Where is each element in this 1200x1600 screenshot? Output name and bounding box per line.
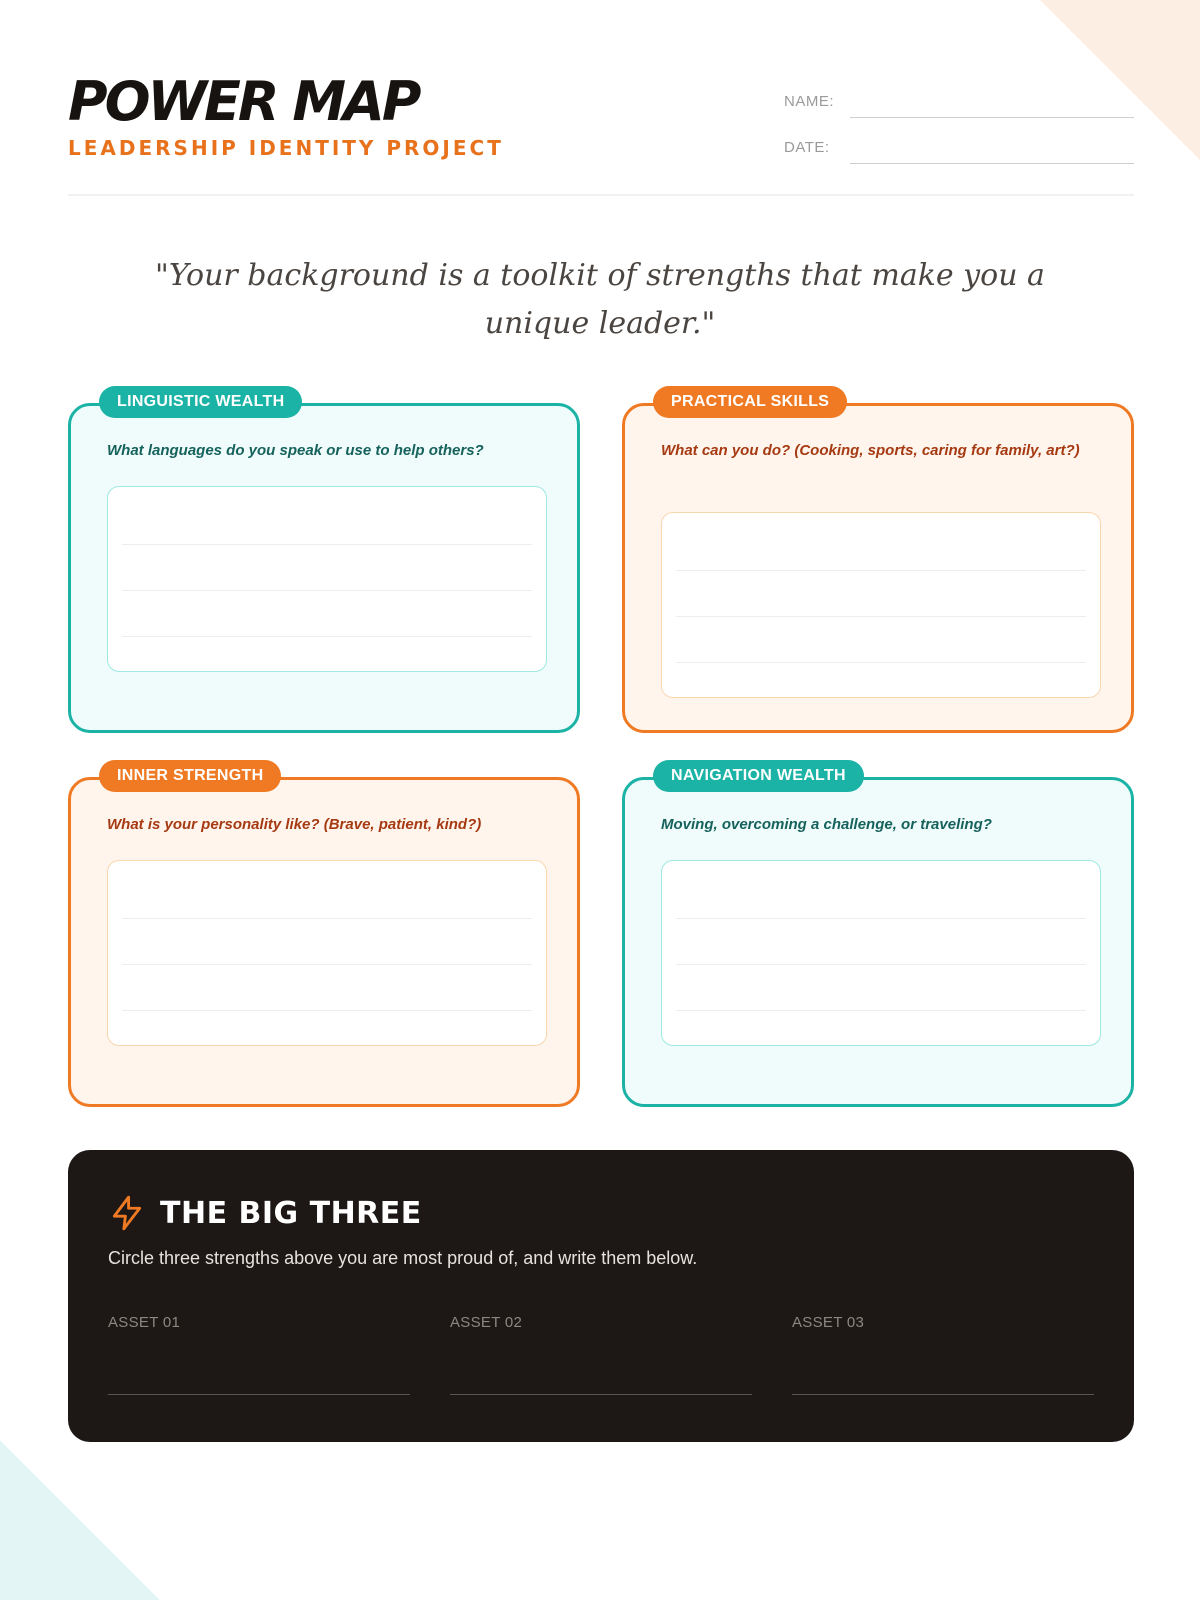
answer-box[interactable] bbox=[661, 860, 1101, 1046]
asset-label: ASSET 01 bbox=[108, 1314, 181, 1331]
writing-line bbox=[122, 965, 532, 1011]
writing-line bbox=[676, 525, 1086, 571]
writing-line bbox=[676, 617, 1086, 663]
date-label: DATE: bbox=[784, 139, 830, 156]
name-label: NAME: bbox=[784, 93, 835, 110]
asset-item bbox=[108, 1314, 410, 1395]
asset-list bbox=[108, 1314, 1094, 1395]
writing-line bbox=[676, 919, 1086, 965]
inspirational-quote: "Your background is a toolkit of strengths that make you a unique leader." bbox=[155, 258, 1045, 341]
asset-field[interactable] bbox=[450, 1331, 752, 1395]
writing-line bbox=[122, 873, 532, 919]
card-question: What languages do you speak or use to help others? bbox=[107, 442, 484, 459]
writing-line bbox=[122, 591, 532, 637]
asset-label: ASSET 02 bbox=[450, 1314, 523, 1331]
name-field[interactable] bbox=[850, 90, 1134, 118]
student-info bbox=[784, 72, 1134, 164]
card-linguistic-wealth bbox=[68, 393, 580, 733]
card-question: Moving, overcoming a challenge, or traveling? bbox=[661, 816, 992, 833]
writing-line bbox=[676, 965, 1086, 1011]
lightning-bolt-icon bbox=[108, 1194, 146, 1232]
writing-line bbox=[676, 873, 1086, 919]
worksheet-header bbox=[68, 72, 1134, 196]
writing-line bbox=[122, 919, 532, 965]
card-navigation-wealth bbox=[622, 767, 1134, 1107]
asset-label: ASSET 03 bbox=[792, 1314, 865, 1331]
card-question: What can you do? (Cooking, sports, caring for family, art?) bbox=[661, 442, 1080, 459]
answer-box[interactable] bbox=[661, 512, 1101, 698]
card-tag: NAVIGATION WEALTH bbox=[653, 760, 864, 792]
writing-line bbox=[676, 571, 1086, 617]
asset-item bbox=[450, 1314, 752, 1395]
decorative-corner-bottom-left bbox=[0, 1440, 160, 1600]
page-title: POWER MAP bbox=[68, 70, 419, 133]
date-row bbox=[784, 118, 1134, 164]
answer-box[interactable] bbox=[107, 486, 547, 672]
big-three-description: Circle three strengths above you are most proud of, and write them below. bbox=[108, 1248, 698, 1268]
date-field[interactable] bbox=[850, 136, 1134, 164]
page-subtitle: LEADERSHIP IDENTITY PROJECT bbox=[68, 136, 504, 160]
big-three-title: THE BIG THREE bbox=[160, 1196, 422, 1231]
card-inner-strength bbox=[68, 767, 580, 1107]
asset-item bbox=[792, 1314, 1094, 1395]
card-practical-skills bbox=[622, 393, 1134, 733]
writing-line bbox=[122, 499, 532, 545]
asset-field[interactable] bbox=[792, 1331, 1094, 1395]
card-tag: LINGUISTIC WEALTH bbox=[99, 386, 302, 418]
writing-line bbox=[122, 545, 532, 591]
answer-box[interactable] bbox=[107, 860, 547, 1046]
card-question: What is your personality like? (Brave, patient, kind?) bbox=[107, 816, 482, 833]
asset-field[interactable] bbox=[108, 1331, 410, 1395]
card-tag: PRACTICAL SKILLS bbox=[653, 386, 847, 418]
big-three-panel bbox=[68, 1150, 1134, 1442]
card-tag: INNER STRENGTH bbox=[99, 760, 281, 792]
name-row bbox=[784, 72, 1134, 118]
